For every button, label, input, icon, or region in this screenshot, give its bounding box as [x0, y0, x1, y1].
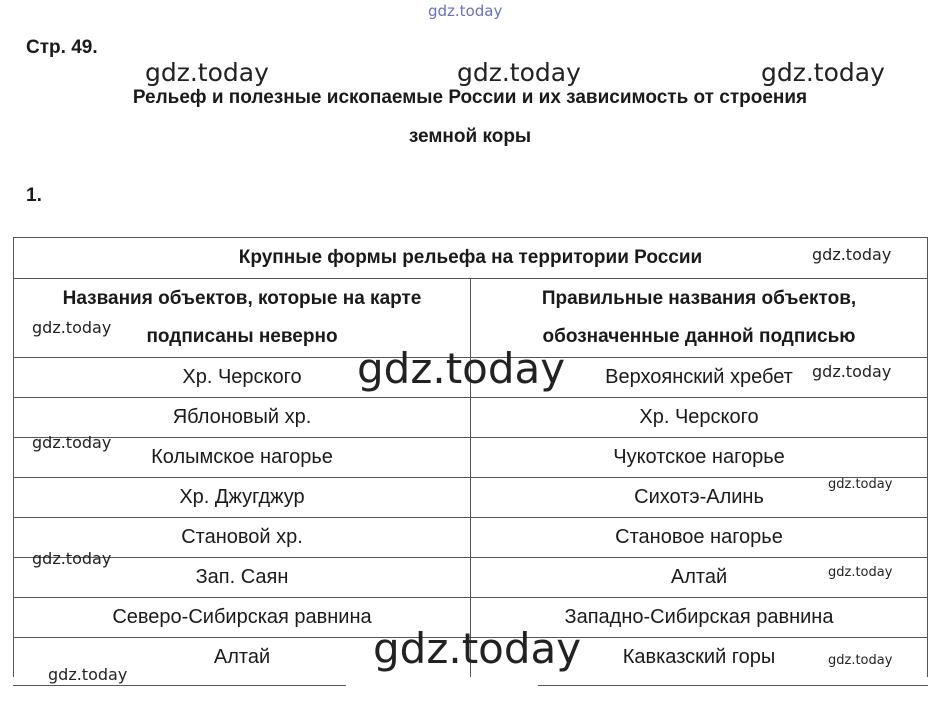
table-caption: Крупные формы рельефа на территории России [14, 238, 928, 279]
watermark: gdz.today [457, 58, 581, 87]
watermark: gdz.today [32, 318, 112, 337]
header-wrong-line-2: подписаны неверно [146, 326, 338, 347]
cell-wrong-name: Хр. Черского [14, 358, 471, 398]
table-bottom-border-right [538, 685, 928, 686]
cell-correct-name: Становое нагорье [471, 518, 928, 558]
cell-correct-name: Хр. Черского [471, 398, 928, 438]
cell-correct-name: Алтай [471, 558, 928, 598]
cell-wrong-name: Северо-Сибирская равнина [14, 598, 471, 638]
cell-wrong-name: Колымское нагорье [14, 438, 471, 478]
table-row [14, 398, 928, 438]
watermark: gdz.today [32, 433, 112, 452]
cell-correct-name: Западно-Сибирская равнина [471, 598, 928, 638]
watermark: gdz.today [428, 2, 503, 20]
table-row [14, 558, 928, 598]
watermark: gdz.today [761, 58, 885, 87]
watermark: gdz.today [812, 362, 892, 381]
cell-wrong-name: Зап. Саян [14, 558, 471, 598]
header-wrong-line-1: Названия объектов, которые на карте [62, 288, 422, 309]
watermark: gdz.today [145, 58, 269, 87]
cell-wrong-name: Яблоновый хр. [14, 398, 471, 438]
watermark: gdz.today [828, 477, 893, 492]
page-title-line-2: земной коры [408, 126, 532, 147]
table-bottom-border-left [13, 685, 346, 686]
watermark: gdz.today [828, 653, 893, 668]
table-row [14, 518, 928, 558]
cell-correct-name: Чукотское нагорье [471, 438, 928, 478]
watermark: gdz.today [32, 549, 112, 568]
relief-table [13, 237, 928, 677]
cell-wrong-name: Становой хр. [14, 518, 471, 558]
table-row [14, 438, 928, 478]
page-reference: Стр. 49. [26, 37, 98, 58]
task-number: 1. [26, 185, 42, 206]
page-title-line-1: Рельеф и полезные ископаемые России и их зависимость от строения [132, 87, 808, 108]
cell-wrong-name: Хр. Джугджур [14, 478, 471, 518]
table-row [14, 478, 928, 518]
header-correct-line-1: Правильные названия объектов, [541, 288, 857, 309]
watermark: gdz.today [357, 344, 566, 393]
watermark: gdz.today [373, 624, 582, 673]
watermark: gdz.today [48, 665, 128, 684]
watermark: gdz.today [812, 245, 892, 264]
cell-correct-name: Кавказский горы [471, 638, 928, 678]
cell-wrong-name: Алтай [14, 638, 471, 678]
cell-correct-name: Сихотэ-Алинь [471, 478, 928, 518]
watermark: gdz.today [828, 565, 893, 580]
header-correct-line-2: обозначенные данной подписью [542, 326, 856, 347]
cell-correct-name: Верхоянский хребет [471, 358, 928, 398]
